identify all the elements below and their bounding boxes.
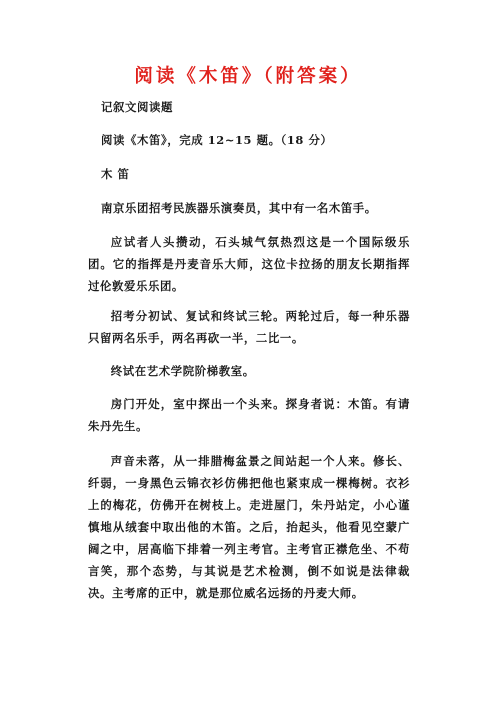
paragraph-3: 招考分初试、复试和终试三轮。两轮过后，每一种乐器只留两名乐手，两名再砍一半，二比一。 xyxy=(88,309,410,345)
paragraph-instructions: 阅读《木笛》，完成 12~15 题。（18 分） xyxy=(101,133,333,147)
paragraph-genre: 记叙文阅读题 xyxy=(101,100,173,114)
document-title: 阅读《木笛》（附答案） xyxy=(134,66,362,87)
paragraph-story-title: 木 笛 xyxy=(101,167,130,181)
paragraph-1: 南京乐团招考民族器乐演奏员，其中有一名木笛手。 xyxy=(101,201,377,215)
paragraph-2: 应试者人头攒动，石头城气氛热烈这是一个国际级乐团。它的指挥是丹麦音乐大师，这位卡拉扬的朋友长期指挥过伦敦爱乐乐团。 xyxy=(88,235,410,293)
paragraph-4: 终试在艺术学院阶梯教室。 xyxy=(110,364,255,378)
paragraph-6: 声音未落，从一排腊梅盆景之间站起一个人来。修长、纤弱，一身黑色云锦衣衫仿佛把他也紧束成一棵梅树。衣衫上的梅花，仿佛开在树枝上。走进屋门，朱丹站定，小心谨慎地从绒套中取出他的木笛。之后，抬起头，他看见空蒙广阔之中，居高临下排着一列主考官。主考官正襟危坐、不苟言笑，那个态势，与其说是艺术检测，倒不如说是法律裁决。主考席的正中，就是那位威名远扬的丹麦大师。 xyxy=(88,454,410,600)
paragraph-5: 房门开处，室中探出一个头来。探身者说：木笛。有请朱丹先生。 xyxy=(88,397,410,433)
